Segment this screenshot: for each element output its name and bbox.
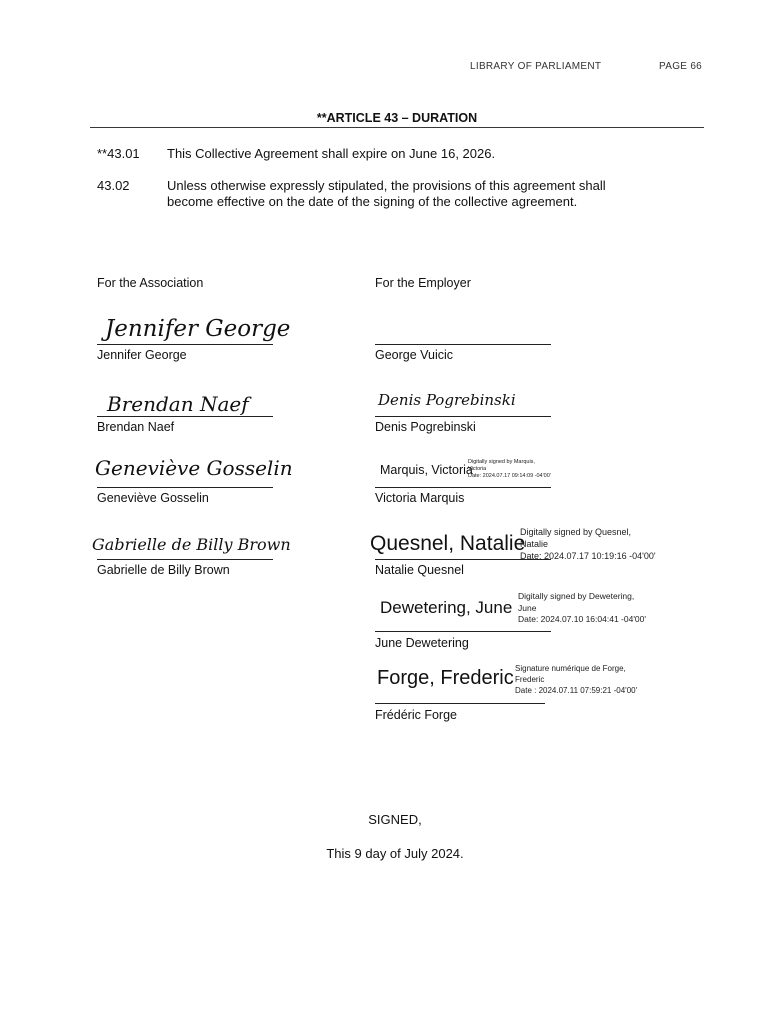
signatory-name: Gabrielle de Billy Brown (97, 563, 230, 577)
digital-signature-details (515, 663, 637, 696)
handwritten-signature: Gabrielle de Billy Brown (92, 535, 291, 554)
signatory-name: Jennifer George (97, 348, 187, 362)
signature-line (375, 703, 545, 704)
clause-text: This Collective Agreement shall expire on June 16, 2026. (167, 146, 496, 161)
handwritten-signature: Jennifer George (105, 316, 291, 342)
clause-text-line2: become effective on the date of the signing of the collective agreement. (167, 194, 578, 209)
signatory-name: Geneviève Gosselin (97, 491, 209, 505)
digital-signature-line: Victoria (468, 466, 487, 472)
clause-number: **43.01 (97, 146, 140, 161)
page-number: PAGE 66 (659, 61, 703, 72)
handwritten-signature: Geneviève Gosselin (95, 456, 293, 480)
digital-signature-line: Frederic (515, 675, 545, 684)
digital-signature-line: Digitally signed by Marquis, (468, 459, 535, 465)
digital-signature-name: Quesnel, Natalie (370, 532, 526, 555)
handwritten-signature: Denis Pogrebinski (378, 391, 516, 409)
digital-signature-details (468, 459, 551, 480)
digital-signature-line: Signature numérique de Forge, (515, 664, 626, 673)
signed-label: SIGNED, (368, 812, 422, 827)
digital-signature-name: Marquis, Victoria (380, 463, 473, 477)
signing-date: This 9 day of July 2024. (326, 846, 464, 861)
digital-signature-line: Date: 2024.07.17 09:14:09 -04'00' (468, 473, 551, 479)
signature-line (97, 344, 273, 345)
signature-line (97, 416, 273, 417)
digital-signature-line: June (518, 602, 537, 613)
digital-signature-details (518, 591, 646, 626)
digital-signature-name: Dewetering, June (380, 598, 513, 617)
signature-line (375, 487, 551, 488)
signatory-name: Victoria Marquis (375, 491, 465, 505)
digital-signature-line: Digitally signed by Quesnel, (520, 527, 632, 537)
signatory-name: Brendan Naef (97, 420, 175, 434)
signature-line (97, 487, 273, 488)
title-rule (90, 127, 704, 128)
digital-signature-line: Date: 2024.07.17 10:19:16 -04'00' (520, 551, 656, 561)
digital-signature-line: Digitally signed by Dewetering, (518, 591, 635, 601)
digital-signature-details (520, 526, 656, 562)
signature-line (375, 416, 551, 417)
signatory-name: June Dewetering (375, 636, 469, 650)
employer-label: For the Employer (375, 276, 471, 290)
signature-line (375, 344, 551, 345)
clause-text-line1: Unless otherwise expressly stipulated, the provisions of this agreement shall (167, 178, 606, 193)
signatory-name: George Vuicic (375, 348, 454, 362)
article-title: **ARTICLE 43 – DURATION (316, 111, 478, 125)
digital-signature-line: Date: 2024.07.10 16:04:41 -04'00' (518, 614, 647, 624)
signature-line (97, 559, 273, 560)
signatory-name: Frédéric Forge (375, 708, 457, 722)
signature-line (375, 559, 551, 560)
digital-signature-name: Forge, Frederic (377, 667, 514, 689)
signatory-name: Denis Pogrebinski (375, 420, 476, 434)
clause-number: 43.02 (97, 178, 130, 193)
signatory-name: Natalie Quesnel (375, 563, 464, 577)
digital-signature-line: Natalie (520, 539, 549, 549)
running-header-left: LIBRARY OF PARLIAMENT (470, 61, 602, 72)
signature-line (375, 631, 551, 632)
digital-signature-line: Date : 2024.07.11 07:59:21 -04'00' (515, 686, 638, 695)
handwritten-signature: Brendan Naef (107, 392, 249, 416)
association-label: For the Association (97, 276, 204, 290)
